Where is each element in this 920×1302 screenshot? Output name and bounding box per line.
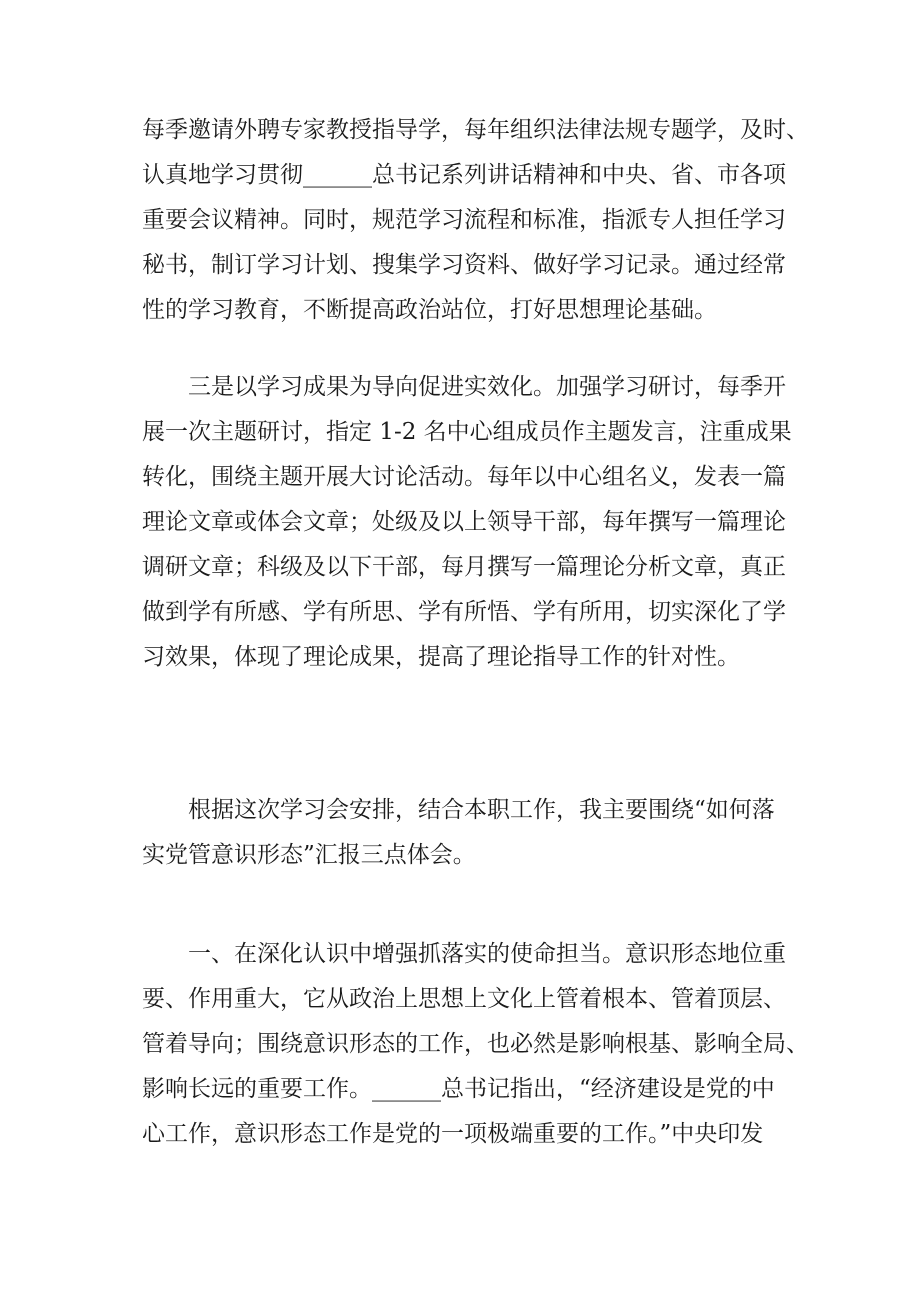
text-line: 重要会议精神。同时，规范学习流程和标准，指派专人担任学习 (142, 207, 786, 233)
text-line: 三是以学习成果为导向促进实效化。加强学习研讨，每季开 (142, 374, 786, 400)
text-line: 性的学习教育，不断提高政治站位，打好思想理论基础。 (142, 297, 717, 323)
text-line: 认真地学习贯彻______总书记系列讲话精神和中央、省、市各项 (142, 162, 786, 188)
text-line: 习效果，体现了理论成果，提高了理论指导工作的针对性。 (142, 644, 740, 670)
text-line: 影响长远的重要工作。______总书记指出，“经济建设是党的中 (142, 1076, 775, 1102)
text-line: 要、作用重大，它从政治上思想上文化上管着根本、管着顶层、 (142, 986, 786, 1012)
text-line: 管着导向；围绕意识形态的工作，也必然是影响根基、影响全局、 (142, 1031, 809, 1057)
text-line: 调研文章；科级及以下干部，每月撰写一篇理论分析文章，真正 (142, 554, 786, 580)
text-line: 心工作，意识形态工作是党的一项极端重要的工作。”中央印发 (142, 1121, 764, 1147)
text-line: 根据这次学习会安排，结合本职工作，我主要围绕“如何落 (142, 797, 775, 823)
text-line: 转化，围绕主题开展大讨论活动。每年以中心组名义，发表一篇 (142, 464, 786, 490)
text-line: 展一次主题研讨，指定 1-2 名中心组成员作主题发言，注重成果 (142, 419, 792, 445)
text-line: 每季邀请外聘专家教授指导学，每年组织法律法规专题学，及时、 (142, 117, 809, 143)
text-line: 理论文章或体会文章；处级及以上领导干部，每年撰写一篇理论 (142, 509, 786, 535)
paragraph-2 (142, 365, 802, 680)
text-line: 一、在深化认识中增强抓落实的使命担当。意识形态地位重 (142, 941, 786, 967)
text-line: 做到学有所感、学有所思、学有所悟、学有所用，切实深化了学 (142, 599, 786, 625)
paragraph-3 (142, 788, 802, 878)
paragraph-4 (142, 932, 809, 1157)
text-line: 实党管意识形态”汇报三点体会。 (142, 842, 476, 868)
text-line: 秘书，制订学习计划、搜集学习资料、做好学习记录。通过经常 (142, 252, 786, 278)
paragraph-1 (142, 108, 809, 333)
